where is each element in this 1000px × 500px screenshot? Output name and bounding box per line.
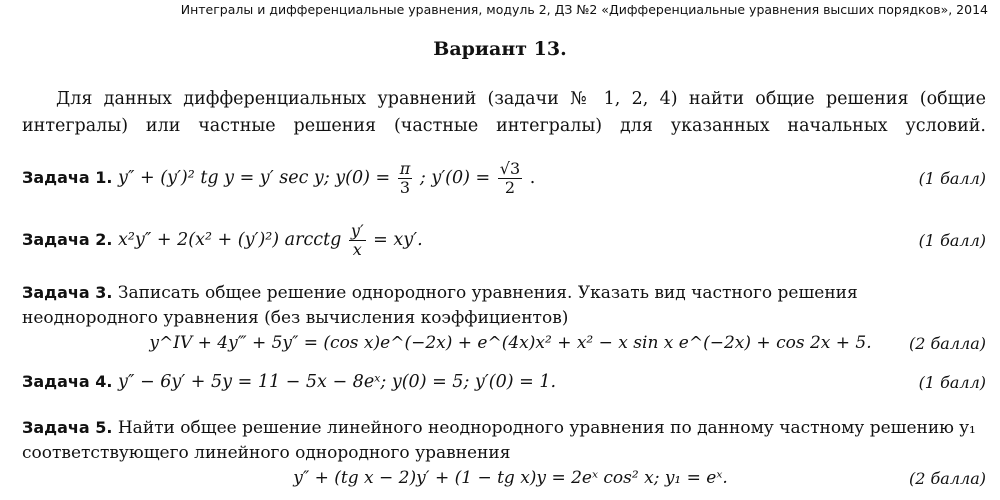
task-2-label: Задача 2. [22, 230, 113, 249]
task-1-points: (1 балл) [918, 169, 986, 188]
task-1-formula-end: . [529, 168, 536, 188]
task-2-formula-part1: x²y″ + 2(x² + (y′)²) arcctg [118, 230, 342, 250]
instructions-paragraph: Для данных дифференциальных уравнений (задачи № 1, 2, 4) найти общие решения (общие интегралы) или частные решения (частные интегралы) для указанных начальных условий. [22, 89, 986, 136]
task-2-fraction-denominator: x [352, 240, 362, 259]
task-1-fraction2-numerator: √3 [499, 159, 521, 178]
task-5 [22, 415, 986, 488]
task-5-label: Задача 5. [22, 418, 113, 437]
task-2 [22, 222, 986, 259]
task-2-points: (1 балл) [918, 231, 986, 250]
task-5-formula: y″ + (tg x − 2)y′ + (1 − tg x)y = 2eˣ cos² x; y₁ = eˣ. [293, 468, 728, 488]
variant-title: Вариант 13. [433, 38, 567, 60]
task-4-label: Задача 4. [22, 372, 113, 391]
task-5-points: (2 балла) [909, 468, 986, 488]
task-4-formula: y″ − 6y′ + 5y = 11 − 5x − 8eˣ; y(0) = 5; y′(0) = 1. [118, 372, 557, 392]
task-1-fraction2-denominator: 2 [504, 178, 516, 197]
task-1-fraction-sqrt3-2 [498, 160, 522, 197]
task-3-text: Записать общее решение однородного уравнения. Указать вид частного решения неоднородного уравнения (без вычисления коэффициентов) [22, 283, 858, 328]
task-4-points: (1 балл) [918, 372, 986, 392]
task-1-label: Задача 1. [22, 168, 113, 187]
task-3-points: (2 балла) [909, 333, 986, 353]
task-1-formula-part1: y″ + (y′)² tg y = y′ sec y; y(0) = [118, 168, 391, 188]
running-header: Интегралы и дифференциальные уравнения, модуль 2, ДЗ №2 «Дифференциальные уравнения высших порядков», 2014 [180, 2, 988, 17]
task-1-fraction-pi-3 [398, 160, 413, 197]
task-1-fraction-numerator: π [399, 159, 411, 178]
task-3-label: Задача 3. [22, 283, 113, 302]
task-2-formula-part2: = xy′. [373, 230, 423, 250]
task-2-fraction-numerator: y′ [350, 221, 364, 240]
task-3 [22, 280, 986, 353]
task-1-formula-part2: ; y′(0) = [419, 168, 491, 188]
task-1 [22, 160, 986, 197]
task-5-text: Найти общее решение линейного неоднородного уравнения по данному частному решению y₁ соответствующего линейного однородного уравнения [22, 418, 976, 463]
task-1-fraction-denominator: 3 [399, 178, 411, 197]
task-4 [22, 372, 986, 392]
task-2-fraction [349, 222, 366, 259]
task-3-formula: y^IV + 4y‴ + 5y″ = (cos x)e^(−2x) + e^(4x)x² + x² − x sin x e^(−2x) + cos 2x + 5. [149, 333, 872, 353]
